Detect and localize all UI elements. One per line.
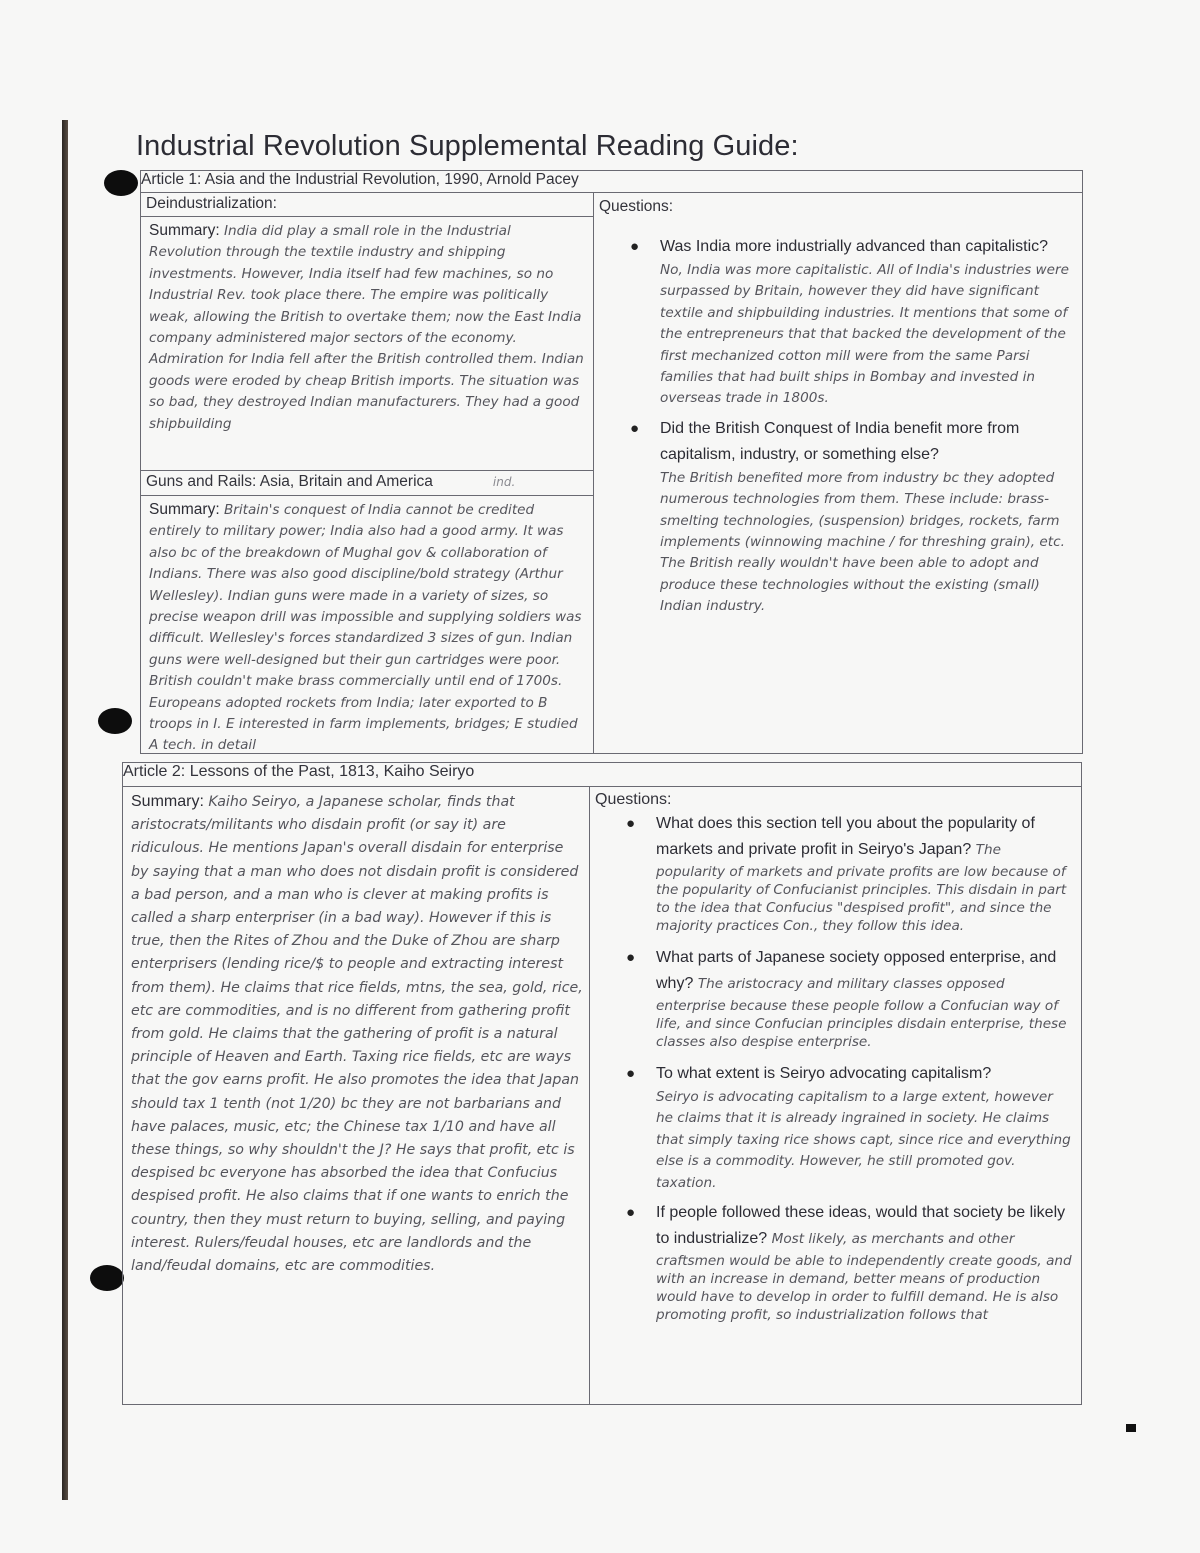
summary-label: Summary: [149,222,220,239]
question-text: What parts of Japanese society opposed enterprise, and why? [656,949,1057,992]
bullet-icon: ● [630,238,640,255]
question-block [656,945,1073,1051]
binder-edge [62,120,68,1500]
article-2-header: Article 2: Lessons of the Past, 1813, Kaiho Seiryo [123,763,1082,787]
section-label-deindustrialization: Deindustrialization: [141,193,593,217]
summary-lessons-of-the-past [123,787,589,1404]
summary-label: Summary: [131,793,204,810]
bullet-icon: ● [626,1065,636,1082]
punch-hole [90,1265,124,1291]
article-1-question-list [594,234,1082,618]
question-item [590,811,1081,935]
question-text: To what extent is Seiryo advocating capitalism? [656,1065,992,1082]
questions-label: Questions: [595,791,672,808]
bullet-icon: ● [626,949,636,966]
question-item [594,416,1082,618]
punch-hole [104,170,138,196]
article-1-left-column [141,193,594,754]
question-text: What does this section tell you about the popularity of markets and private profit in Seiryo's Japan? [656,815,1035,858]
article-2-questions-column [590,787,1082,1405]
article-2-left-column [123,787,590,1405]
section-label-text: Guns and Rails: Asia, Britain and America [146,473,433,490]
article-1-table [140,170,1083,754]
page-title: Industrial Revolution Supplemental Reading Guide: [136,130,799,162]
summary-deindustrialization [141,217,593,470]
answer-text: The British benefited more from industry bc they adopted numerous technologies from them. These include: brass-smelting technologies, (suspension) bridges, rockets, farm implements (winnowing machine / for threshing grain), etc. The British really wouldn't have been able to adopt and produce these technologies without the existing (small) Indian industry. [660,469,1065,615]
bullet-icon: ● [626,1204,636,1222]
answer-text: The popularity of markets and private profits are low because of the popularity of Confucianist principles. This disdain in part to the idea that Confucius "despised profit", and since the majority practices Con., they follow this idea. [656,842,1067,934]
questions-label: Questions: [599,198,674,215]
summary-guns-and-rails [141,496,593,753]
summary-text: Kaiho Seiryo, a Japanese scholar, finds that aristocrats/militants who disdain profit (or say it) are ridiculous. He mentions Japan's overall disdain for enterprise by saying that a man who does not disdain profit is considered a bad person, and a man who is clever at making profits is called a sharp enterpriser (in a bad way). However if this is true, then the Rites of Zhou and the Duke of Zhou are sharp enterprisers (lending rice/$ to people and extracting interest from them). He claims that rice fields, mtns, the sea, gold, rice, etc are commodities, and is no different from gathering profit from gold. He claims that the gathering of profit is a natural principle of Heaven and Earth. Taxing rice fields, etc are ways that the gov earns profit. He also promotes the idea that Japan should tax 1 tenth (not 1/20) bc they are not barbarians and have palaces, music, etc; the Chinese tax 1/10 and have all these things, so why shouldn't the J? He says that profit, etc is despised bc everyone has absorbed the idea that Confucius despised profit. He also claims that if one wants to enrich the country, then they must return to buying, selling, and paying interest. Rulers/feudal houses, etc are landlords and the land/feudal domains, etc are commodities. [131,794,583,1275]
bullet-icon: ● [626,815,636,832]
summary-text: India did play a small role in the Industrial Revolution through the textile industry and shipping investments. However, India itself had few machines, so no Industrial Rev. took place there. The empire was politically weak, allowing the British to overtake them; now the East India company administered major sectors of the economy. Admiration for India fell after the British controlled them. Indian goods were eroded by cheap British imports. The situation was so bad, they destroyed Indian manufacturers. They had a good shipbuilding [149,223,584,432]
margin-note: ind. [492,475,516,489]
answer-text: The aristocracy and military classes opposed enterprise because these people follow a Confucian way of life, and since Confucian principles disdain enterprise, these classes also despise enterprise. [656,976,1067,1050]
answer-text: Seiryo is advocating capitalism to a large extent, however he claims that it is already ingrained in society. He claims that simply taxing rice shows capt, since rice and everything else is a commodity. However, he still promoted gov. taxation. [656,1089,1071,1191]
scan-mark [1126,1424,1136,1432]
article-1-questions-column [594,193,1083,754]
summary-label: Summary: [149,501,220,518]
question-block [656,1200,1073,1324]
question-text: If people followed these ideas, would that society be likely to industrialize? [656,1204,1066,1248]
article-2-table [122,762,1082,1405]
question-text: Did the British Conquest of India benefit more from capitalism, industry, or something else? [660,419,1020,463]
answer-text: No, India was more capitalistic. All of India's industries were surpassed by Britain, however they did have significant textile and shipbuilding industries. It mentions that some of the entrepreneurs that that backed the development of the first mechanized cotton mill were from the same Parsi families that had built ships in Bombay and invested in overseas trade in 1800s. [660,262,1069,407]
answer-text: Most likely, as merchants and other craftsmen would be able to independently create goods, and with an increase in demand, better means of production would have to develop in order to fulfill demand. He is also promoting profit, so industrialization follows that [656,1231,1072,1324]
question-item [590,1200,1081,1324]
summary-text: Britain's conquest of India cannot be credited entirely to military power; India also had a good army. It was also bc of the breakdown of Mughal gov & collaboration of Indians. There was also good discipline/bold strategy (Arthur Wellesley). Indian guns were made in a variety of sizes, so precise weapon drill was impossible and supplying soldiers was difficult. Wellesley's forces standardized 3 sizes of gun. Indian guns were well-designed but their gun cartridges were poor. British couldn't make brass commercially until end of 1700s. Europeans adopted rockets from India; later exported to B troops in I. E interested in farm implements, bridges; E studied A tech. in detail [149,502,582,753]
question-item [590,945,1081,1051]
punch-hole [98,708,132,734]
article-2-question-list [590,811,1081,1324]
bullet-icon: ● [630,419,640,437]
question-block [656,811,1073,935]
question-text: Was India more industrially advanced than capitalistic? [660,238,1049,255]
section-label-guns-and-rails [141,470,593,496]
question-item [590,1061,1081,1194]
question-item [594,234,1082,410]
article-1-header: Article 1: Asia and the Industrial Revolution, 1990, Arnold Pacey [141,171,1083,193]
